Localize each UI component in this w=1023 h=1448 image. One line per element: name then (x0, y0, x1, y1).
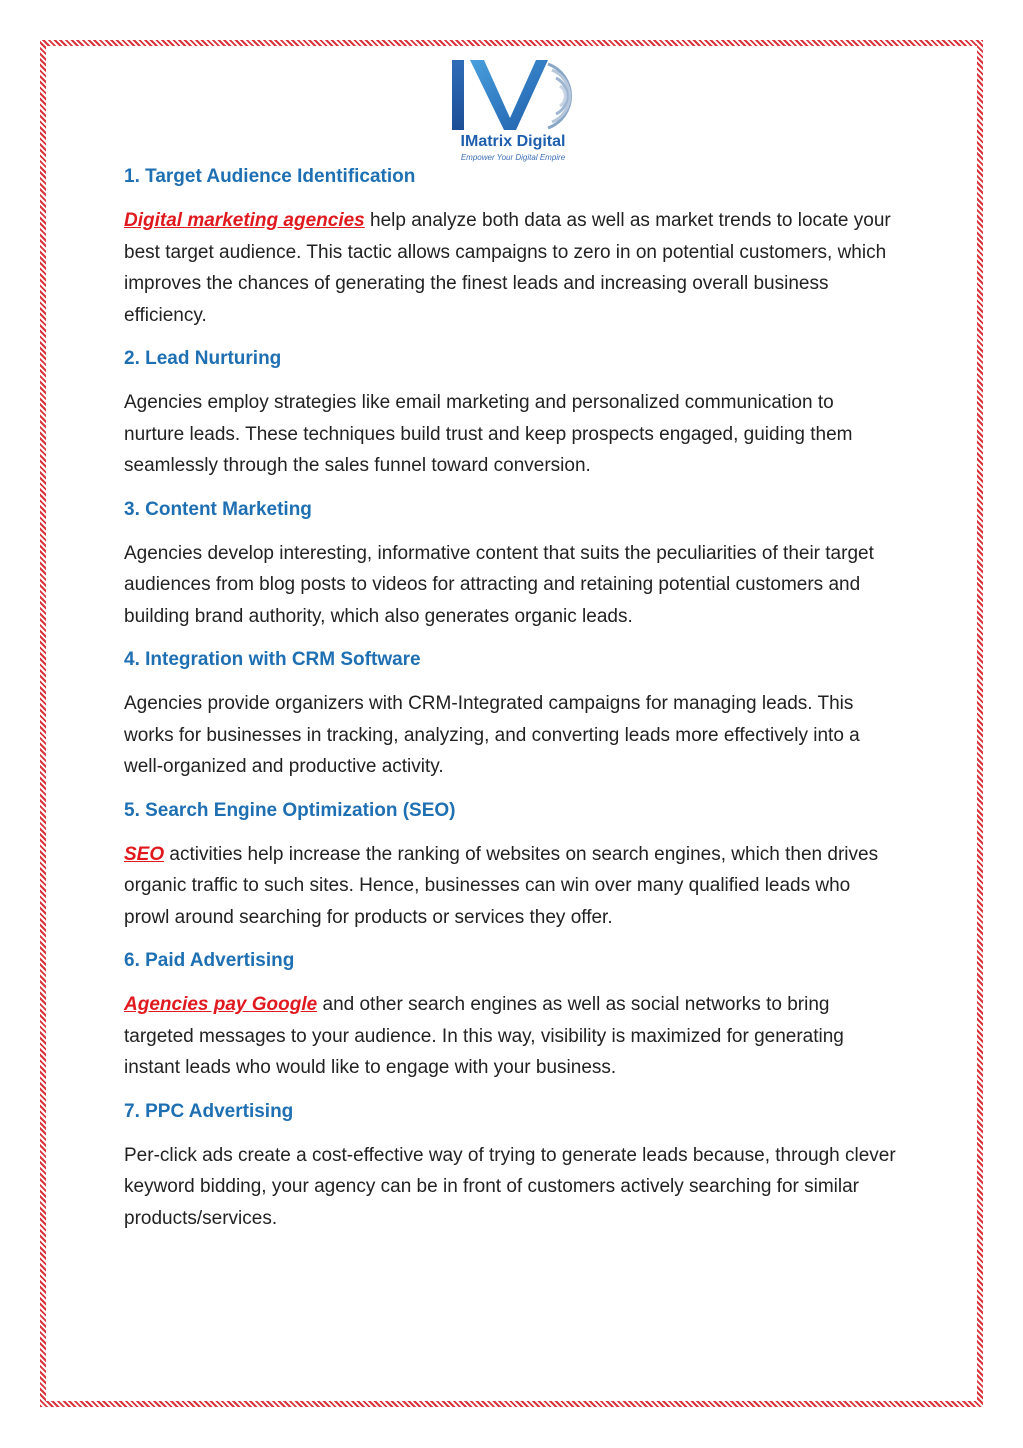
section-body-7: Per-click ads create a cost-effective way of trying to generate leads because, through clever keyword bidding, your agency can be in front of customers actively searching for similar products/services. (124, 1144, 896, 1229)
section-body-6 (124, 989, 899, 1084)
logo (446, 58, 580, 166)
section-body-text: activities help increase the ranking of websites on search engines, which then drives organic traffic to such sites. Hence, businesses can win over many qualified leads who prowl around searching for products or services they offer. (124, 843, 879, 928)
agencies-pay-google-link[interactable]: Agencies pay Google (124, 994, 318, 1015)
section-body-2: Agencies employ strategies like email marketing and personalized communication to nurture leads. These techniques build trust and keep prospects engaged, guiding them seamlessly through the sales funnel toward conversion. (124, 392, 853, 476)
digital-marketing-agencies-link[interactable]: Digital marketing agencies (124, 210, 365, 231)
section-heading-4: 4. Integration with CRM Software (124, 649, 421, 670)
document-content (124, 162, 899, 1247)
section-body-text: and other search engines as well as social networks to bring targeted messages to your audience. In this way, visibility is maximized for generating instant leads who would like to engage with your business. (124, 994, 844, 1078)
section-body-4: Agencies provide organizers with CRM-Integrated campaigns for managing leads. This works for businesses in tracking, analyzing, and converting leads more effectively into a well-organized and productive activity. (124, 693, 860, 777)
section-heading-7: 7. PPC Advertising (124, 1100, 294, 1122)
section-body-1 (124, 205, 899, 331)
logo-name: IMatrix Digital (460, 133, 566, 150)
section-body-5 (124, 839, 899, 934)
section-body-3: Agencies develop interesting, informative content that suits the peculiarities of their target audiences from blog posts to videos for attracting and retaining potential customers and building brand authority, which also generates organic leads. (124, 542, 874, 627)
section-heading-6: 6. Paid Advertising (124, 950, 295, 971)
section-heading-5: 5. Search Engine Optimization (SEO) (124, 799, 456, 821)
section-heading-1: 1. Target Audience Identification (124, 166, 416, 187)
section-heading-3: 3. Content Marketing (124, 498, 312, 520)
section-body-text: help analyze both data as well as market trends to locate your best target audience. This tactic allows campaigns to zero in on potential customers, which improves the chances of generating the finest leads and increasing overall business efficiency. (124, 210, 891, 326)
section-heading-2: 2. Lead Nurturing (124, 348, 282, 369)
logo-tagline: Empower Your Digital Empire (460, 153, 566, 162)
logo-mark-icon (452, 58, 574, 132)
seo-link[interactable]: SEO (124, 843, 165, 865)
